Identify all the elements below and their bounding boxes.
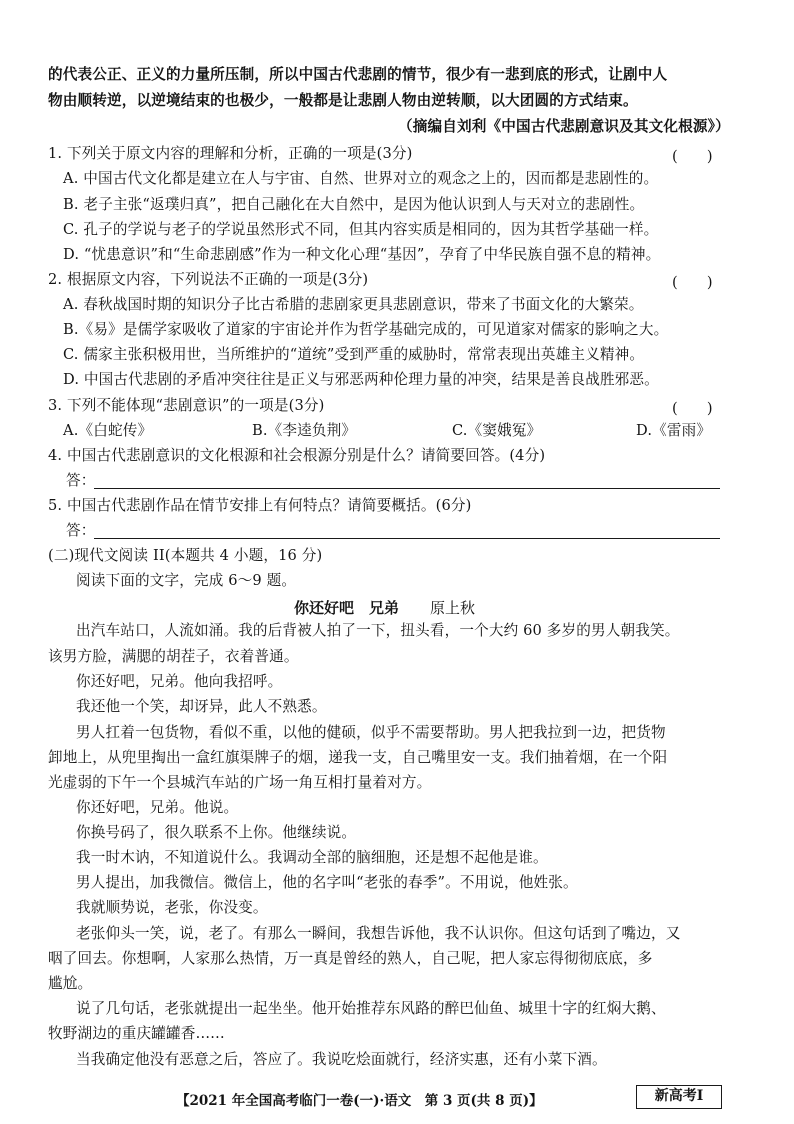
page-footer: 【2021 年全国高考临门一卷(一)·语文 第 3 页(共 8 页)】 [176,1093,543,1109]
story-line: 该男方脸，满腮的胡茬子，衣着普通。 [48,648,299,665]
story-line: 男人扛着一包货物，看似不重，以他的健硕，似乎不需要帮助。男人把我拉到一边，把货物 [76,724,666,741]
intro-line-1: 的代表公正、正义的力量所压制，所以中国古代悲剧的情节，很少有一悲到底的形式，让剧中人 [48,66,668,83]
story-line: 出汽车站口，人流如涌。我的后背被人拍了一下，扭头看，一个大约 60 多岁的男人朝我笑。 [76,622,680,639]
q1-option-c: C. 孔子的学说与老子的学说虽然形式不同，但其内容实质是相同的，因为其哲学基础一样。 [63,221,659,238]
story-line: 你还好吧，兄弟。他向我招呼。 [76,673,283,690]
story-author: 原上秋 [430,599,476,617]
intro-source: （摘编自刘利《中国古代悲剧意识及其文化根源》） [398,118,730,135]
intro-line-2: 物由顺转逆，以逆境结束的也极少，一般都是让悲剧人物由逆转顺，以大团圆的方式结束。 [48,92,638,109]
q1-option-d: D. “忧患意识”和“生命悲剧感”作为一种文化心理“基因”，孕育了中华民族自强不息的精神。 [63,246,661,263]
story-line: 老张仰头一笑，说，老了。有那么一瞬间，我想告诉他，我不认识你。但这句话到了嘴边，又 [76,925,681,942]
q3-option-a: A.《白蛇传》 [63,422,153,439]
story-line: 卸地上，从兜里掏出一盒红旗渠牌子的烟，递我一支，自己嘴里安一支。我们抽着烟，在一个阳 [48,749,668,766]
story-line: 你还好吧，兄弟。他说。 [76,799,239,816]
exam-type-badge: 新高考Ⅰ [636,1085,722,1109]
q2-answer-blank: ( ) [672,274,713,291]
story-line: 牧野湖边的重庆罐罐香…… [48,1025,225,1042]
section2-instruction: 阅读下面的文字，完成 6～9 题。 [76,572,297,589]
story-line: 当我确定他没有恶意之后，答应了。我说吃烩面就行，经济实惠，还有小菜下酒。 [76,1051,607,1068]
story-line: 咽了回去。你想啊，人家那么热情，万一真是曾经的熟人，自己呢，把人家忘得彻彻底底，多 [48,950,653,967]
q2-option-c: C. 儒家主张积极用世，当所维护的“道统”受到严重的威胁时，常常表现出英雄主义精神。 [63,346,645,363]
q4-answer-label: 答： [66,472,96,489]
q5-answer-label: 答： [66,522,96,539]
q3-option-c: C.《窦娥冤》 [452,422,542,439]
story-line: 光虚弱的下午一个县城汽车站的广场一角互相打量着对方。 [48,774,432,791]
q2-option-d: D. 中国古代悲剧的矛盾冲突往往是正义与邪恶两种伦理力量的冲突，结果是善良战胜邪恶。 [63,371,659,388]
q2-option-a: A. 春秋战国时期的知识分子比古希腊的悲剧家更具悲剧意识，带来了书面文化的大繁荣。 [63,296,644,313]
story-line: 男人提出，加我微信。微信上，他的名字叫“老张的春季”。不用说，他姓张。 [76,874,578,891]
q3-stem: 3. 下列不能体现“悲剧意识”的一项是(3分) [48,397,325,414]
q1-stem: 1. 下列关于原文内容的理解和分析，正确的一项是(3分) [48,145,413,162]
q1-option-b: B. 老子主张“返璞归真”，把自己融化在大自然中，是因为他认识到人与天对立的悲剧性。 [63,196,645,213]
q4-stem: 4. 中国古代悲剧意识的文化根源和社会根源分别是什么？请简要回答。(4分) [48,447,546,464]
story-line: 你换号码了，很久联系不上你。他继续说。 [76,824,357,841]
q5-stem: 5. 中国古代悲剧作品在情节安排上有何特点？请简要概括。(6分) [48,497,472,514]
q1-option-a: A. 中国古代文化都是建立在人与宇宙、自然、世界对立的观念之上的，因而都是悲剧性的。 [63,170,659,187]
q4-answer-line[interactable] [94,488,720,489]
story-line: 我一时木讷，不知道说什么。我调动全部的脑细胞，还是想不起他是谁。 [76,849,548,866]
section2-heading: (二)现代文阅读 II(本题共 4 小题，16 分) [48,547,323,564]
story-line: 我就顺势说，老张，你没变。 [76,899,268,916]
q5-answer-line[interactable] [94,538,720,539]
q1-answer-blank: ( ) [672,148,713,165]
story-line: 说了几句话，老张就提出一起坐坐。他开始推荐东风路的醉巴仙鱼、城里十字的红焖大鹅、 [76,1000,666,1017]
story-title: 你还好吧 兄弟 [294,599,400,617]
story-line: 我还他一个笑，却讶异，此人不熟悉。 [76,698,327,715]
q3-option-d: D.《雷雨》 [636,422,712,439]
q3-option-b: B.《李逵负荆》 [252,422,357,439]
story-line: 尴尬。 [48,975,93,992]
q3-answer-blank: ( ) [672,400,713,417]
q2-option-b: B.《易》是儒学家吸收了道家的宇宙论并作为哲学基础完成的，可见道家对儒家的影响之大。 [63,321,669,338]
q2-stem: 2. 根据原文内容，下列说法不正确的一项是(3分) [48,271,369,288]
